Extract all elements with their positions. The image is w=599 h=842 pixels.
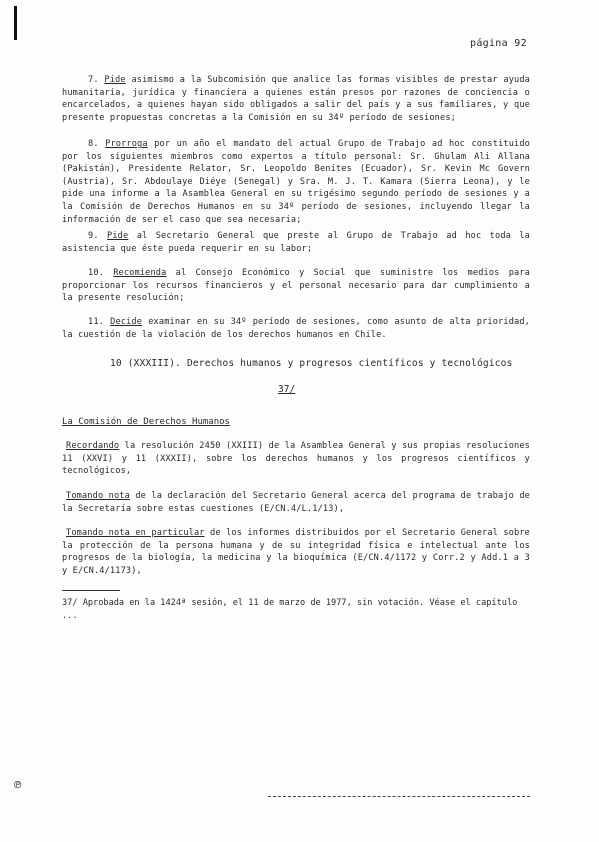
footnote-text: 37/ Aprobada en la 1424ª sesión, el 11 de marzo de 1977, sin votación. Véase el capítulo ... (62, 598, 518, 621)
margin-mark-icon: ℗ (14, 778, 22, 792)
margin-bar (14, 6, 17, 40)
commission-title: La Comisión de Derechos Humanos (62, 417, 230, 427)
preamble-recordando: Recordando la resolución 2450 (XXIII) de la Asamblea General y sus propias resoluciones 11 (XXVI) y 11 (XXXII), sobre los derechos humanos y los progresos científicos y tecnológicos, (62, 441, 530, 477)
preamble-tomando-nota-particular: Tomando nota en particular de los informes distribuidos por el Secretario General sobre la protección de la persona humana y de su integridad física e intelectual ante los progresos de la biología, la medicina y la bioquímica (E/CN.4/1172 y Corr.2 y Add.1 a 3 y E/CN.4/1173), (62, 528, 531, 576)
footnote-separator (62, 590, 120, 591)
paragraph-10: 10. Recomienda al Consejo Económico y Social que suministre los medios para proporcionar los recursos financieros y el personal necesario para dar cumplimiento a la presente resolución; (62, 268, 530, 304)
paragraph-7: 7. Pide asimismo a la Subcomisión que analice las formas visibles de prestar ayuda humanitaria, jurídica y financiera a quienes están presos por razones de conciencia o encarcelados, a quienes hayan sido obligados a salir del país y a sus familiares, y que presente propuestas concretas a la Comisión en su 34º período de sesiones; (62, 75, 531, 123)
section-heading: 10 (XXXIII). Derechos humanos y progresos científicos y tecnológicos (110, 358, 513, 369)
footnote-reference: 37/ (278, 384, 296, 395)
bottom-rule (268, 796, 530, 797)
preamble-tomando-nota: Tomando nota de la declaración del Secretario General acerca del programa de trabajo de la Secretaría sobre estas cuestiones (E/CN.4/L.1/13), (62, 491, 530, 514)
page-number: página 92 (470, 38, 527, 49)
paragraph-8: 8. Prorroga por un año el mandato del actual Grupo de Trabajo ad hoc constituido por los siguientes miembros como expertos a título personal: Sr. Ghulam Ali Allana (Pakistán), Presidente Relator, Sr. Leopoldo Benites (Ecuador), Sr. Kevin Mc Govern (Austria), Sr. Abdoulaye Diéye (Senegal) y Sra. M. J. T. Kamara (Sierra Leona), y le pide una informe a la Asamblea General en su trigésimo segundo período de sesiones y a la Comisión de Derechos Humanos en su 34º período de sesiones, incluyendo llegar la información de ser el caso que sea necesaria; (62, 139, 531, 225)
paragraph-9: 9. Pide al Secretario General que preste al Grupo de Trabajo ad hoc toda la asistencia que éste pueda requerir en su labor; (62, 231, 530, 254)
paragraph-11: 11. Decide examinar en su 34º período de sesiones, como asunto de alta prioridad, la cuestión de la violación de los derechos humanos en Chile. (62, 317, 531, 340)
